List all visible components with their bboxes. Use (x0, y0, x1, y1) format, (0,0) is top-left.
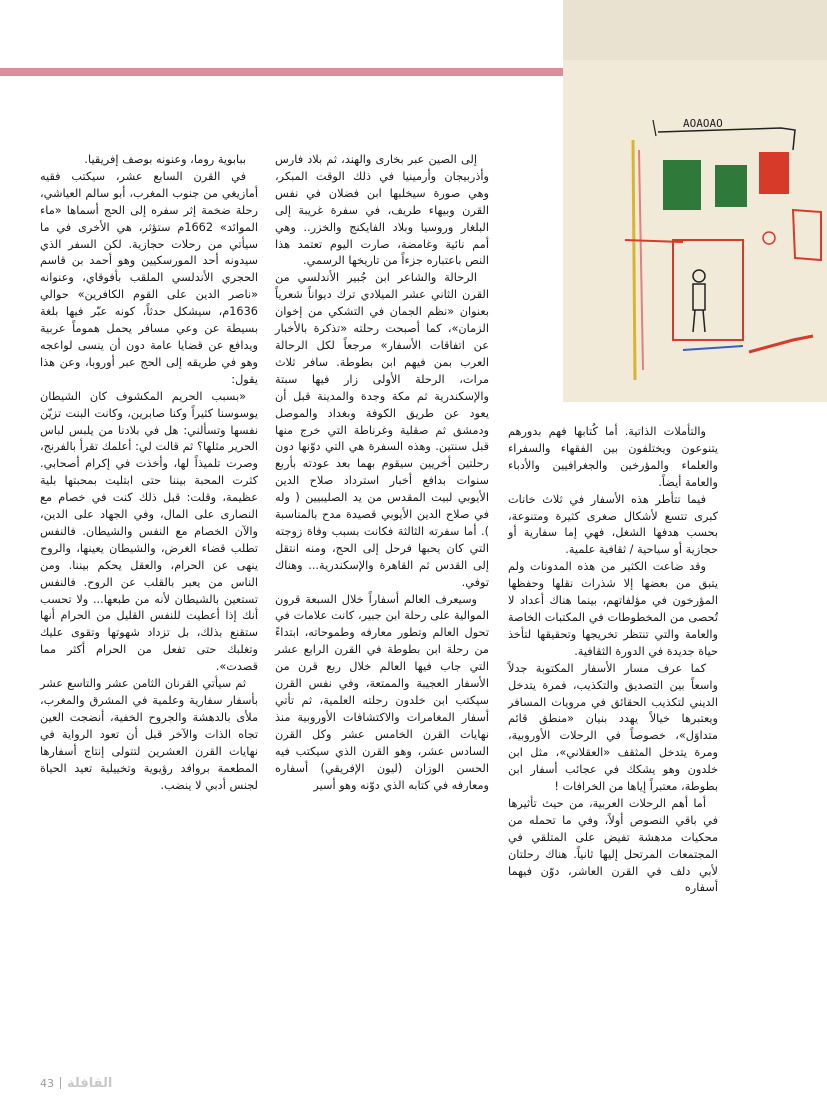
artwork-image (563, 0, 827, 402)
text-column-right (508, 424, 718, 897)
magazine-logo: القافلة (67, 1075, 113, 1091)
paragraph: أما أهم الرحلات العربية، من حيث تأثيرها في باقي النصوص أولاً، وفي ما تحمله من محكيات مدهشة تفيض على المتلقي في المجتمعات المرتحل إليها ثانياً. هناك رحلتان لأبي دلف في القرن العاشر، دوّن فيهما أسفاره (508, 796, 718, 895)
paragraph: وقد ضاعت الكثير من هذه المدونات ولم يتبق من بعضها إلا شذرات نقلها وحفظها المؤرخون في مؤلفاتهم، بينما هناك أعداد لا تُحصى من المخطوطات في المكتبات الخاصة والعامة والتي تنتظر تخريجها وتحقيقها لتأخذ حياة جديدة في الدورة الثقافية. (508, 560, 718, 658)
paragraph: كما عرف مسار الأسفار المكتوبة جدلاً واسعاً بين التصديق والتكذيب، فمرة يتدخل الديني لتكذيب الحقائق في مرويات المسافر ويعتبرها خيالاً يهدد بنيان «منطق قائم متداوَل»، خصوصاً في الرحلات الأوروبية، ومرة يتدخل المثقف «العقلاني»، مثل ابن خلدون وهو يشكك في عجائب أسفار ابن بطوطة، معتبراً إياها من الخرافات ! (508, 661, 718, 794)
paragraph: فيما تتأطر هذه الأسفار في ثلاث خانات كبرى تتسع لأشكال صغرى كثيرة ومتنوعة، بحسب هدفها الشغل، فهي إما سفارية أو حجازية أو سياحية / ثقافية علمية. (508, 492, 718, 557)
paragraph: ببابوية روما، وعنونه بوصف إفريقيا. (84, 153, 246, 166)
text-column-left (40, 152, 258, 794)
artwork-scrawl: AOAOAO (683, 117, 723, 130)
artwork-illustration (563, 0, 827, 402)
paragraph: إلى الصين عبر بخارى والهند، ثم بلاد فارس وأذربيجان وأرمينيا في ذلك الوقت المبكر، وهي صورة سيخلبها ابن فضلان في نفس القرن وبيهاء طريف، في سفرة غريبة إلى البلغار وروسيا وبلاد الفايكنج والخزر.. وهي أمم نائية وغامضة، صارت اليوم تعتمد هذا النص باعتباره جزءاً من تاريخها الرسمي. (275, 153, 489, 268)
paragraph: في القرن السابع عشر، سيكتب فقيه أمازيغي من جنوب المغرب، أبو سالم العياشي، رحلة ضخمة إثر سفره إلى الحج أسماها «ماء الموائد» 1662م ستؤثر، هي الأخرى في ما سيأتي من رحلات حجازية. لكن السفر الذي سيدونه أحد المورسكيين وهو أحمد بن قاسم الحجري الأندلسي الملقب بأفوقاي، وعنوانه «ناصر الدين على القوم الكافرين» حوالي 1636م، سيشكل حدثاً، كونه عبّر فيها بلغة بسيطة عن وعي مسافر يحمل هموماً عربية ويدافع عن قضايا عامة دون أن ينسى لواعجه وهو في طريقه إلى الحج عبر أوروبا، وعن هذا يقول: (40, 169, 258, 386)
paragraph: وسيعرف العالم أسفاراً خلال السبعة قرون الموالية على رحلة ابن جبير، كانت علامات في تحول العالم وتطور معارفه وطموحاته، ابتداءً من رحلة ابن بطوطة في القرن الرابع عشر التي جاب فيها العالم خلال ربع قرن من الأسفار العجيبة والممتعة، وفي نفس القرن سيكتب ابن خلدون رحلته العلمية، ثم تأتي أسفار المغامرات والاكتشافات الأوروبية منذ نهايات القرن الخامس عشر وكل القرن السادس عشر، وهو القرن الذي سيكتب فيه الحسن الوزان (ليون الإفريقي) أسفاره ومعارفه في كتابه الذي دوّنه وهو أسير (275, 592, 489, 792)
page-number: 43 (40, 1076, 54, 1090)
page-footer (40, 1074, 112, 1092)
paragraph: ثم سيأتي القرنان الثامن عشر والتاسع عشر بأسفار سفارية وعلمية في المشرق والمغرب، ملأى بالدهشة والجروح الخفية، أنضجت العين تجاه الذات والآخر قبل أن تعود الرواية في نهايات القرن العشرين لتتولى إنتاج أسفارها المطعمة بروافد رؤيوية وتخييلية تعيد الحياة لجنس أدبي لا ينضب. (40, 677, 258, 792)
header-color-band (0, 68, 563, 76)
text-column-middle (275, 152, 489, 794)
quote-paragraph: «بسبب الحريم المكشوف كان الشيطان يوسوسنا كثيراً وكنا صابرين، وكانت البنت تزيّن نفسها وتسألني: هل في بلادنا من يلبس لباس الحرير مثلها؟ ثم قالت لي: أعلمك تقرأ بالفرنج، وصرت تلميذاً لها، وأخذت في إكرام أصحابي. كثرت المحبة بيننا حتى ابتليت بمحبتها بلية عظيمة، وقلت: قبل ذلك كنت في خصام مع النصارى على المال، وفي الجهاد على الدين، والآن الخصام مع النفس والشيطان. فالنفس تطلب قضاء الغرض، والشيطان يعينها، والروح ينهى عن الحرام، والعقل يحكم بيننا. ومن الناس من يعبر بالقلب عن الروح. فالنفس تستعين بالشيطان لأنه من طبعها... ولا تحسب أنك إذا أعطيت للنفس القليل من الحرام أنها ستقنع بذلك، بل تزداد شهوتها وتقوى عليك وتغلبك حتى تفعل من الحرام أكثر مما قصدت». (40, 389, 258, 674)
paragraph: والتأملات الذاتية. أما كُتابها فهم بدورهم يتنوعون ويختلفون بين الفقهاء والسفراء والعلماء والمؤرخين والجغرافيين والأدباء والعامة أيضاً. (508, 425, 718, 489)
paragraph: الرحالة والشاعر ابن جُبير الأندلسي من القرن الثاني عشر الميلادي ترك ديواناً شعرياً بعنوان «نظم الجمان في التشكي من إخوان الزمان»، كما أصبحت رحلته «تذكرة بالأخبار عن اتفاقات الأسفار» مرجعاً لكل الرحالة العرب بمن فيهم ابن بطوطة. سافر ثلاث مرات، الرحلة الأولى زار فيها سبتة والإسكندرية ثم مكة وجدة والمدينة قبل أن يعود عن طريق الكوفة وبغداد والموصل ودمشق ثم صقلية وغرناطة التي خرج منها قبل سنتين. وهذه السفرة هي التي دوّنها دون رحلتين أخريين سيقوم بهما بعد عودته بأربع سنوات بدافع أخبار استرداد صلاح الدين الأيوبي لبيت المقدس من يد الصليبيين ( وله في صلاح الدين الأيوبي قصيدة مدح بالمناسبة ). أما سفرته الثالثة فكانت بسبب وفاة زوجته التي كان يحبها فرحل إلى الحج، ومنه انتقل إلى القدس ثم القاهرة والإسكندرية... وهناك توفي. (275, 271, 489, 589)
footer-divider (60, 1077, 61, 1089)
